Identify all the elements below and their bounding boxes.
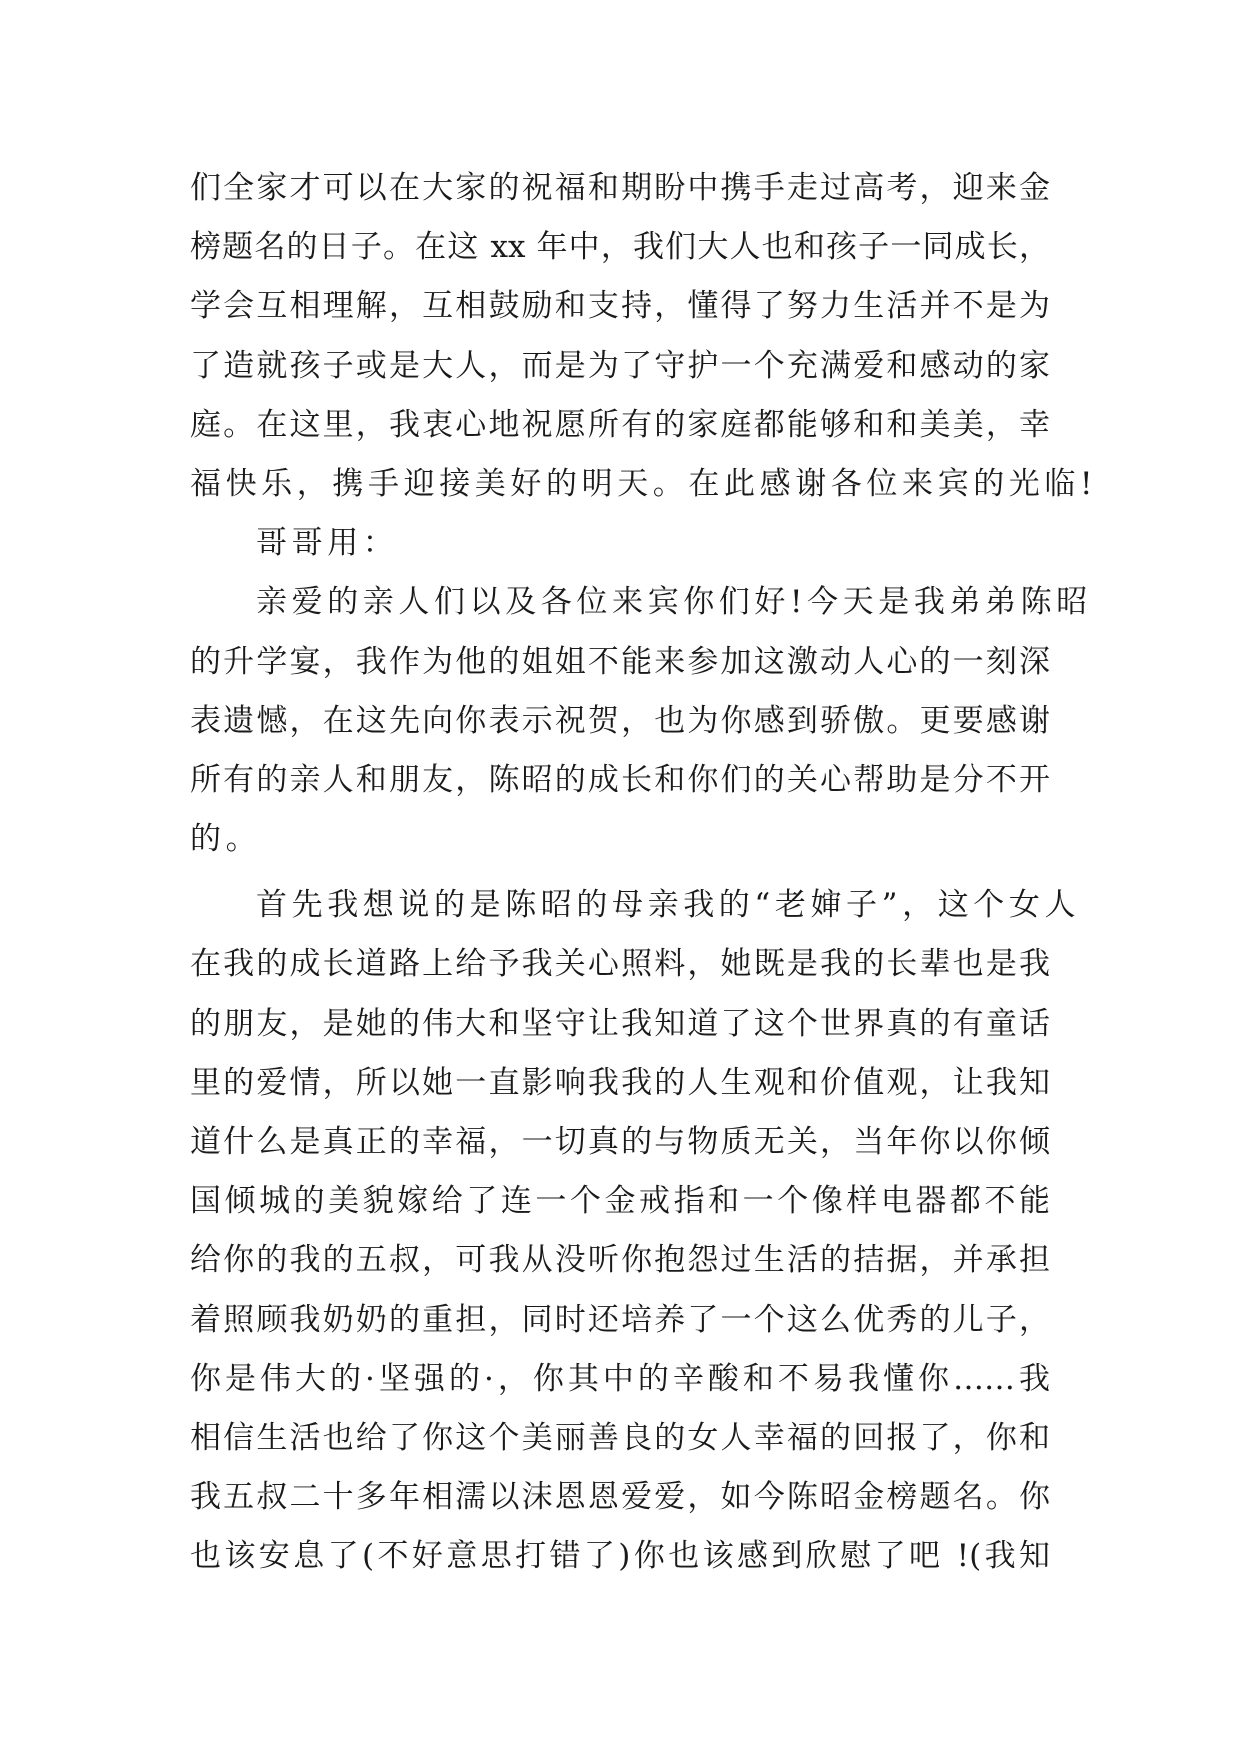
text-line: 亲爱的亲人们以及各位来宾你们好!今天是我弟弟陈昭	[256, 584, 1092, 621]
paragraph-gap	[190, 869, 1050, 876]
text-line: 了造就孩子或是大人，而是为了守护一个充满爱和感动的家	[190, 347, 1050, 384]
text-line: 着照顾我奶奶的重担，同时还培养了一个这么优秀的儿子，	[190, 1301, 1050, 1338]
text-line: 也该安息了(不好意思打错了)你也该感到欣慰了吧 !(我知	[190, 1538, 1050, 1575]
text-line: 庭。在这里，我衷心地祝愿所有的家庭都能够和和美美，幸	[190, 406, 1050, 443]
text-line: 们全家才可以在大家的祝福和期盼中携手走过高考，迎来金	[190, 170, 1050, 206]
text-line: 所有的亲人和朋友，陈昭的成长和你们的关心帮助是分不开	[190, 761, 1050, 798]
text-line: 在我的成长道路上给予我关心照料，她既是我的长辈也是我	[190, 946, 1050, 983]
section-heading: 哥哥用：	[256, 525, 399, 562]
text-line: 道什么是真正的幸福，一切真的与物质无关，当年你以你倾	[190, 1124, 1050, 1160]
text-line: 的升学宴，我作为他的姐姐不能来参加这激动人心的一刻深	[190, 643, 1050, 680]
text-line: 的朋友，是她的伟大和坚守让我知道了这个世界真的有童话	[190, 1005, 1050, 1042]
text-line: 的。	[190, 821, 262, 858]
text-line: 学会互相理解，互相鼓励和支持，懂得了努力生活并不是为	[190, 288, 1050, 325]
text-line: 表遗憾，在这先向你表示祝贺，也为你感到骄傲。更要感谢	[190, 702, 1050, 739]
document-body	[190, 159, 1098, 1587]
text-line: 你是伟大的·坚强的·，你其中的辛酸和不易我懂你……我	[190, 1360, 1050, 1397]
text-line: 国倾城的美貌嫁给了连一个金戒指和一个像样电器都不能	[190, 1183, 1050, 1220]
text-line: 相信生活也给了你这个美丽善良的女人幸福的回报了，你和	[190, 1419, 1050, 1456]
text-line: 首先我想说的是陈昭的母亲我的“老婶子”，这个女人	[256, 887, 1081, 924]
text-line: 榜题名的日子。在这 xx 年中，我们大人也和孩子一同成长，	[190, 229, 1050, 266]
text-line: 我五叔二十多年相濡以沫恩恩爱爱，如今陈昭金榜题名。你	[190, 1479, 1050, 1516]
text-line: 给你的我的五叔，可我从没听你抱怨过生活的拮据，并承担	[190, 1242, 1050, 1279]
text-line: 里的爱情，所以她一直影响我我的人生观和价值观，让我知	[190, 1064, 1050, 1101]
text-line: 福快乐，携手迎接美好的明天。在此感谢各位来宾的光临!	[190, 465, 1098, 502]
